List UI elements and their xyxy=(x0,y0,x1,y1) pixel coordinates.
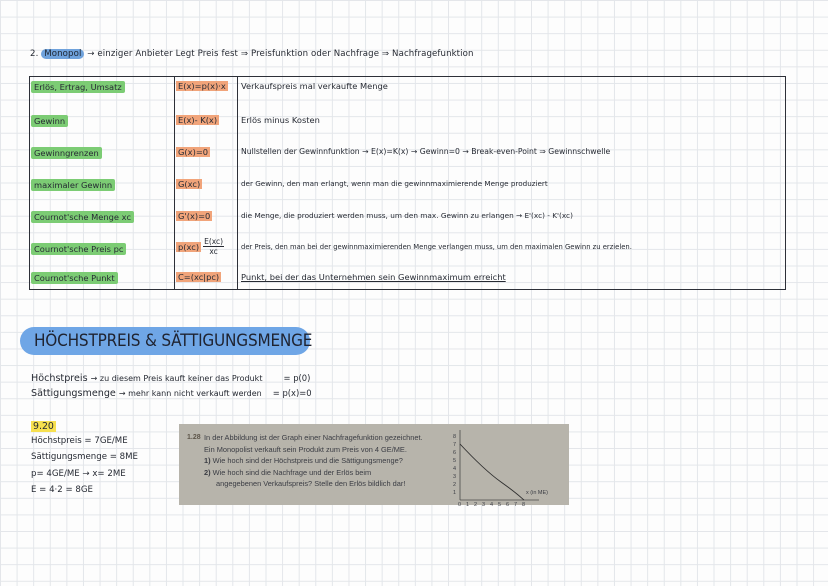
exercise-line: Höchstpreis = 7GE/ME xyxy=(31,436,128,446)
hoechstpreis-text: → zu diesem Preis kauft keiner das Produkt xyxy=(90,374,263,383)
hoechstpreis-label: Höchstpreis xyxy=(31,373,88,384)
term-label: Cournot'sche Menge xc xyxy=(31,211,134,223)
formula: E(x)=p(x)·x xyxy=(178,81,226,91)
saettigungsmenge-line xyxy=(31,388,312,399)
section-number: 2. xyxy=(30,49,39,59)
term-label: Gewinn xyxy=(31,115,68,127)
x-tick-label: 6 xyxy=(506,502,510,506)
term-label: Gewinngrenzen xyxy=(31,147,102,159)
exercise-line: p= 4GE/ME → x= 2ME xyxy=(31,469,126,479)
task-number: 1.28 xyxy=(187,434,201,441)
description: der Gewinn, den man erlangt, wenn man die gewinnmaximierende Menge produziert xyxy=(241,179,548,188)
term-label: maximaler Gewinn xyxy=(31,179,115,191)
exercise-number: 9.20 xyxy=(33,421,54,432)
y-tick-label: 7 xyxy=(453,442,457,448)
formula: C=(xc|pc) xyxy=(178,272,220,282)
x-tick-label: 5 xyxy=(498,502,502,506)
saettigungsmenge-label: Sättigungsmenge xyxy=(31,388,116,399)
section-title: HÖCHSTPREIS & SÄTTIGUNGSMENGE xyxy=(34,331,313,351)
definitions-table xyxy=(29,76,786,290)
y-tick-label: 5 xyxy=(453,458,457,464)
textbook-photo xyxy=(179,424,569,505)
term-label: Cournot'sche Preis pc xyxy=(31,243,126,255)
task-text: In der Abbildung ist der Graph einer Nachfragefunktion gezeichnet. Ein Monopolist verkauft sein Produkt zum Preis von 4 GE/ME. 1) Wie hoch sind der Höchstpreis und die Sättigungsmenge? 2) Wie hoch sind die Nachfrage und der Erlös beim angegebenen Verkaufspreis? Stelle den Erlös bildlich dar! xyxy=(204,433,423,488)
monopol-definition: → einziger Anbieter Legt Preis fest ⇒ Preisfunktion oder Nachfrage ⇒ Nachfragefunktion xyxy=(87,49,474,59)
description: Punkt, bei der das Unternehmen sein Gewinnmaximum erreicht xyxy=(241,272,506,282)
x-tick-label: 0 xyxy=(458,502,462,506)
x-tick-label: 3 xyxy=(482,502,486,506)
y-tick-label: 4 xyxy=(453,466,457,472)
y-tick-label: 1 xyxy=(453,490,457,496)
x-tick-label: 2 xyxy=(474,502,478,506)
formula: G(x)=0 xyxy=(178,147,209,157)
x-axis-label: x (in ME) xyxy=(526,490,548,496)
description: Erlös minus Kosten xyxy=(241,115,320,125)
fraction-numerator: E(xc) xyxy=(204,237,224,246)
monopol-keyword: Monopol xyxy=(41,49,84,59)
saettigungsmenge-text: → mehr kann nicht verkauft werden xyxy=(118,389,262,398)
description: Nullstellen der Gewinnfunktion → E(x)=K(x) → Gewinn=0 → Break-even-Point ⇒ Gewinnschwelle xyxy=(241,147,611,156)
fraction xyxy=(203,237,224,256)
formula: E(x)- K(x) xyxy=(178,115,218,125)
saettigungsmenge-formula: = p(x)=0 xyxy=(272,388,312,398)
description: die Menge, die produziert werden muss, um den max. Gewinn zu erlangen → E'(xc) - K'(xc) xyxy=(241,211,573,220)
term-label: Erlös, Ertrag, Umsatz xyxy=(31,81,125,93)
x-tick-label: 7 xyxy=(514,502,518,506)
hoechstpreis-line xyxy=(31,373,310,384)
demand-graph xyxy=(451,428,563,506)
x-tick-label: 4 xyxy=(490,502,494,506)
x-tick-label: 8 xyxy=(522,502,526,506)
y-tick-label: 3 xyxy=(453,474,457,480)
exercise-line: E = 4·2 = 8GE xyxy=(31,485,93,495)
table-row xyxy=(30,272,785,302)
formula: G'(x)=0 xyxy=(178,211,211,221)
description: der Preis, den man bei der gewinnmaximierenden Menge verlangen muss, um den maximalen Gewinn zu erzielen. xyxy=(241,243,632,251)
table-row xyxy=(30,147,785,177)
table-row xyxy=(30,81,785,111)
description: Verkaufspreis mal verkaufte Menge xyxy=(241,81,388,91)
formula: G(xc) xyxy=(178,179,201,189)
y-tick-label: 6 xyxy=(453,450,457,456)
monopol-line xyxy=(30,49,474,59)
demand-curve xyxy=(460,444,524,500)
y-tick-labels xyxy=(453,434,456,496)
table-row xyxy=(30,179,785,209)
fraction-denominator: xc xyxy=(209,247,218,256)
y-tick-label: 8 xyxy=(453,434,457,440)
y-tick-label: 2 xyxy=(453,482,457,488)
x-tick-labels xyxy=(458,502,525,506)
table-row xyxy=(30,237,785,267)
exercise-line: Sättigungsmenge = 8ME xyxy=(31,452,138,462)
hoechstpreis-formula: = p(0) xyxy=(283,373,311,383)
formula: p(xc) xyxy=(178,241,200,252)
table-row xyxy=(30,115,785,145)
term-label: Cournot'sche Punkt xyxy=(31,272,118,284)
x-tick-label: 1 xyxy=(466,502,470,506)
